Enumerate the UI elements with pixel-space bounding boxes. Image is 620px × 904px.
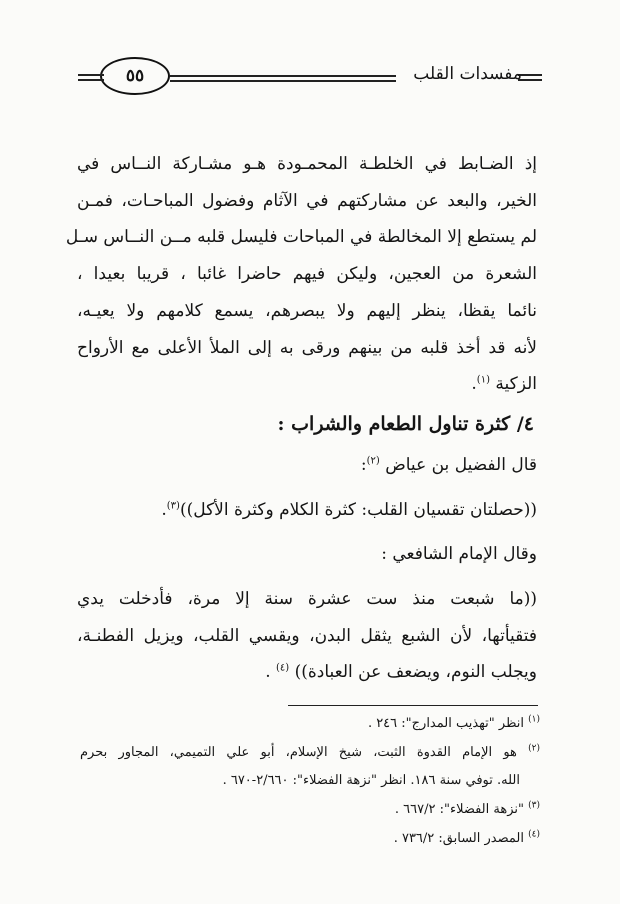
- text-line-last: ويجلب النوم، ويضعف عن العبادة)) $^{(٤)}$ .: [265, 662, 537, 683]
- header-rule-double: [170, 80, 396, 82]
- footnote-number: (٣): [528, 800, 540, 811]
- text-line: لأنه قد أخذ قلبه من بينهم ورقى به إلى الملأ الأعلى مع الأرواح: [77, 337, 537, 358]
- fudayl-quote: ((حصلتان تقسيان القلب: كثرة الكلام وكثرة الأكل))$^{(٣)}$.: [161, 500, 537, 520]
- text-fragment: ويجلب النوم، ويضعف عن العبادة)): [294, 662, 537, 683]
- footnote-4: [394, 831, 540, 846]
- header-rule: [170, 75, 396, 77]
- footnote-2-continued: [223, 773, 520, 788]
- footnote-2: [80, 745, 540, 760]
- text-fragment: الزكية: [495, 374, 537, 395]
- text-line-last: الزكية $^{(١)}$.: [471, 374, 537, 395]
- text-line: إذ الضـابط في الخلطـة المحمـودة هـو مشـاركة النــاس في: [77, 154, 537, 174]
- footnote-number: (٤): [528, 829, 540, 840]
- running-header-title: مفسدات القلب: [413, 64, 522, 84]
- footnote-ref: (٢): [366, 455, 380, 467]
- fudayl-intro-text: قال الفضيل بن عياض: [385, 455, 537, 475]
- text-line: ((ما شبعت منذ ست عشرة سنة إلا مرة، فأدخلت يدي: [77, 589, 537, 609]
- shafii-intro: وقال الإمام الشافعي :: [381, 544, 537, 564]
- page-number: ٥٥: [100, 57, 170, 95]
- text-line: لم يستطع إلا المخالطة في المباحات فليسل قلبه مــن النــاس سـل: [65, 227, 537, 248]
- footnote-text: هو الإمام القدوة الثبت، شيخ الإسلام، أبو علي التميمي، المجاور بحرم: [80, 745, 517, 760]
- header-ornament-left: [78, 74, 104, 84]
- footnote-number: (٢): [528, 743, 541, 754]
- footnote-number: (١): [528, 714, 540, 725]
- fudayl-quote-text: ((حصلتان تقسيان القلب: كثرة الكلام وكثرة الأكل)): [179, 500, 537, 520]
- text-line: فتقيأتها، لأن الشبع يثقل البدن، ويقسي القلب، ويزيل الفطنـة،: [77, 625, 537, 646]
- shafii-quote: [77, 581, 537, 691]
- footnote-ref: (٤): [276, 662, 290, 674]
- footnote-ref: (١): [476, 374, 490, 386]
- paragraph-mixing: [65, 146, 537, 403]
- footnote-3: [395, 802, 540, 817]
- footnote-text: "نزهة الفضلاء": ٦٦٧/٢ .: [394, 802, 524, 817]
- text-line: نائما يقظا، ينظر إليهم ولا يبصرهم، يسمع كلامهم ولا يعيـه،: [77, 300, 537, 321]
- footnote-text: المصدر السابق: ٧٣٦/٢ .: [393, 831, 524, 846]
- footnote-separator: [288, 705, 538, 706]
- text-line: الشعرة من العجين، وليكن فيهم حاضرا غائبا ، قريبا بعيدا ،: [77, 264, 537, 285]
- footnote-ref: (٣): [166, 500, 180, 512]
- footnote-1: [368, 716, 540, 731]
- text-line: الخير، والبعد عن مشاركتهم في الآثام وفضول المباحـات، فمـن: [77, 190, 537, 211]
- footnote-text: الله. توفي سنة ١٨٦. انظر "نزهة الفضلاء": ٢/٦٦٠-٦٧٠ .: [222, 773, 520, 788]
- fudayl-intro: قال الفضيل بن عياض $^{(٢)}$:: [360, 455, 537, 475]
- section-heading: ٤/ كثرة تناول الطعام والشراب :: [277, 413, 534, 435]
- footnote-text: انظر "تهذيب المدارج": ٢٤٦ .: [367, 716, 524, 731]
